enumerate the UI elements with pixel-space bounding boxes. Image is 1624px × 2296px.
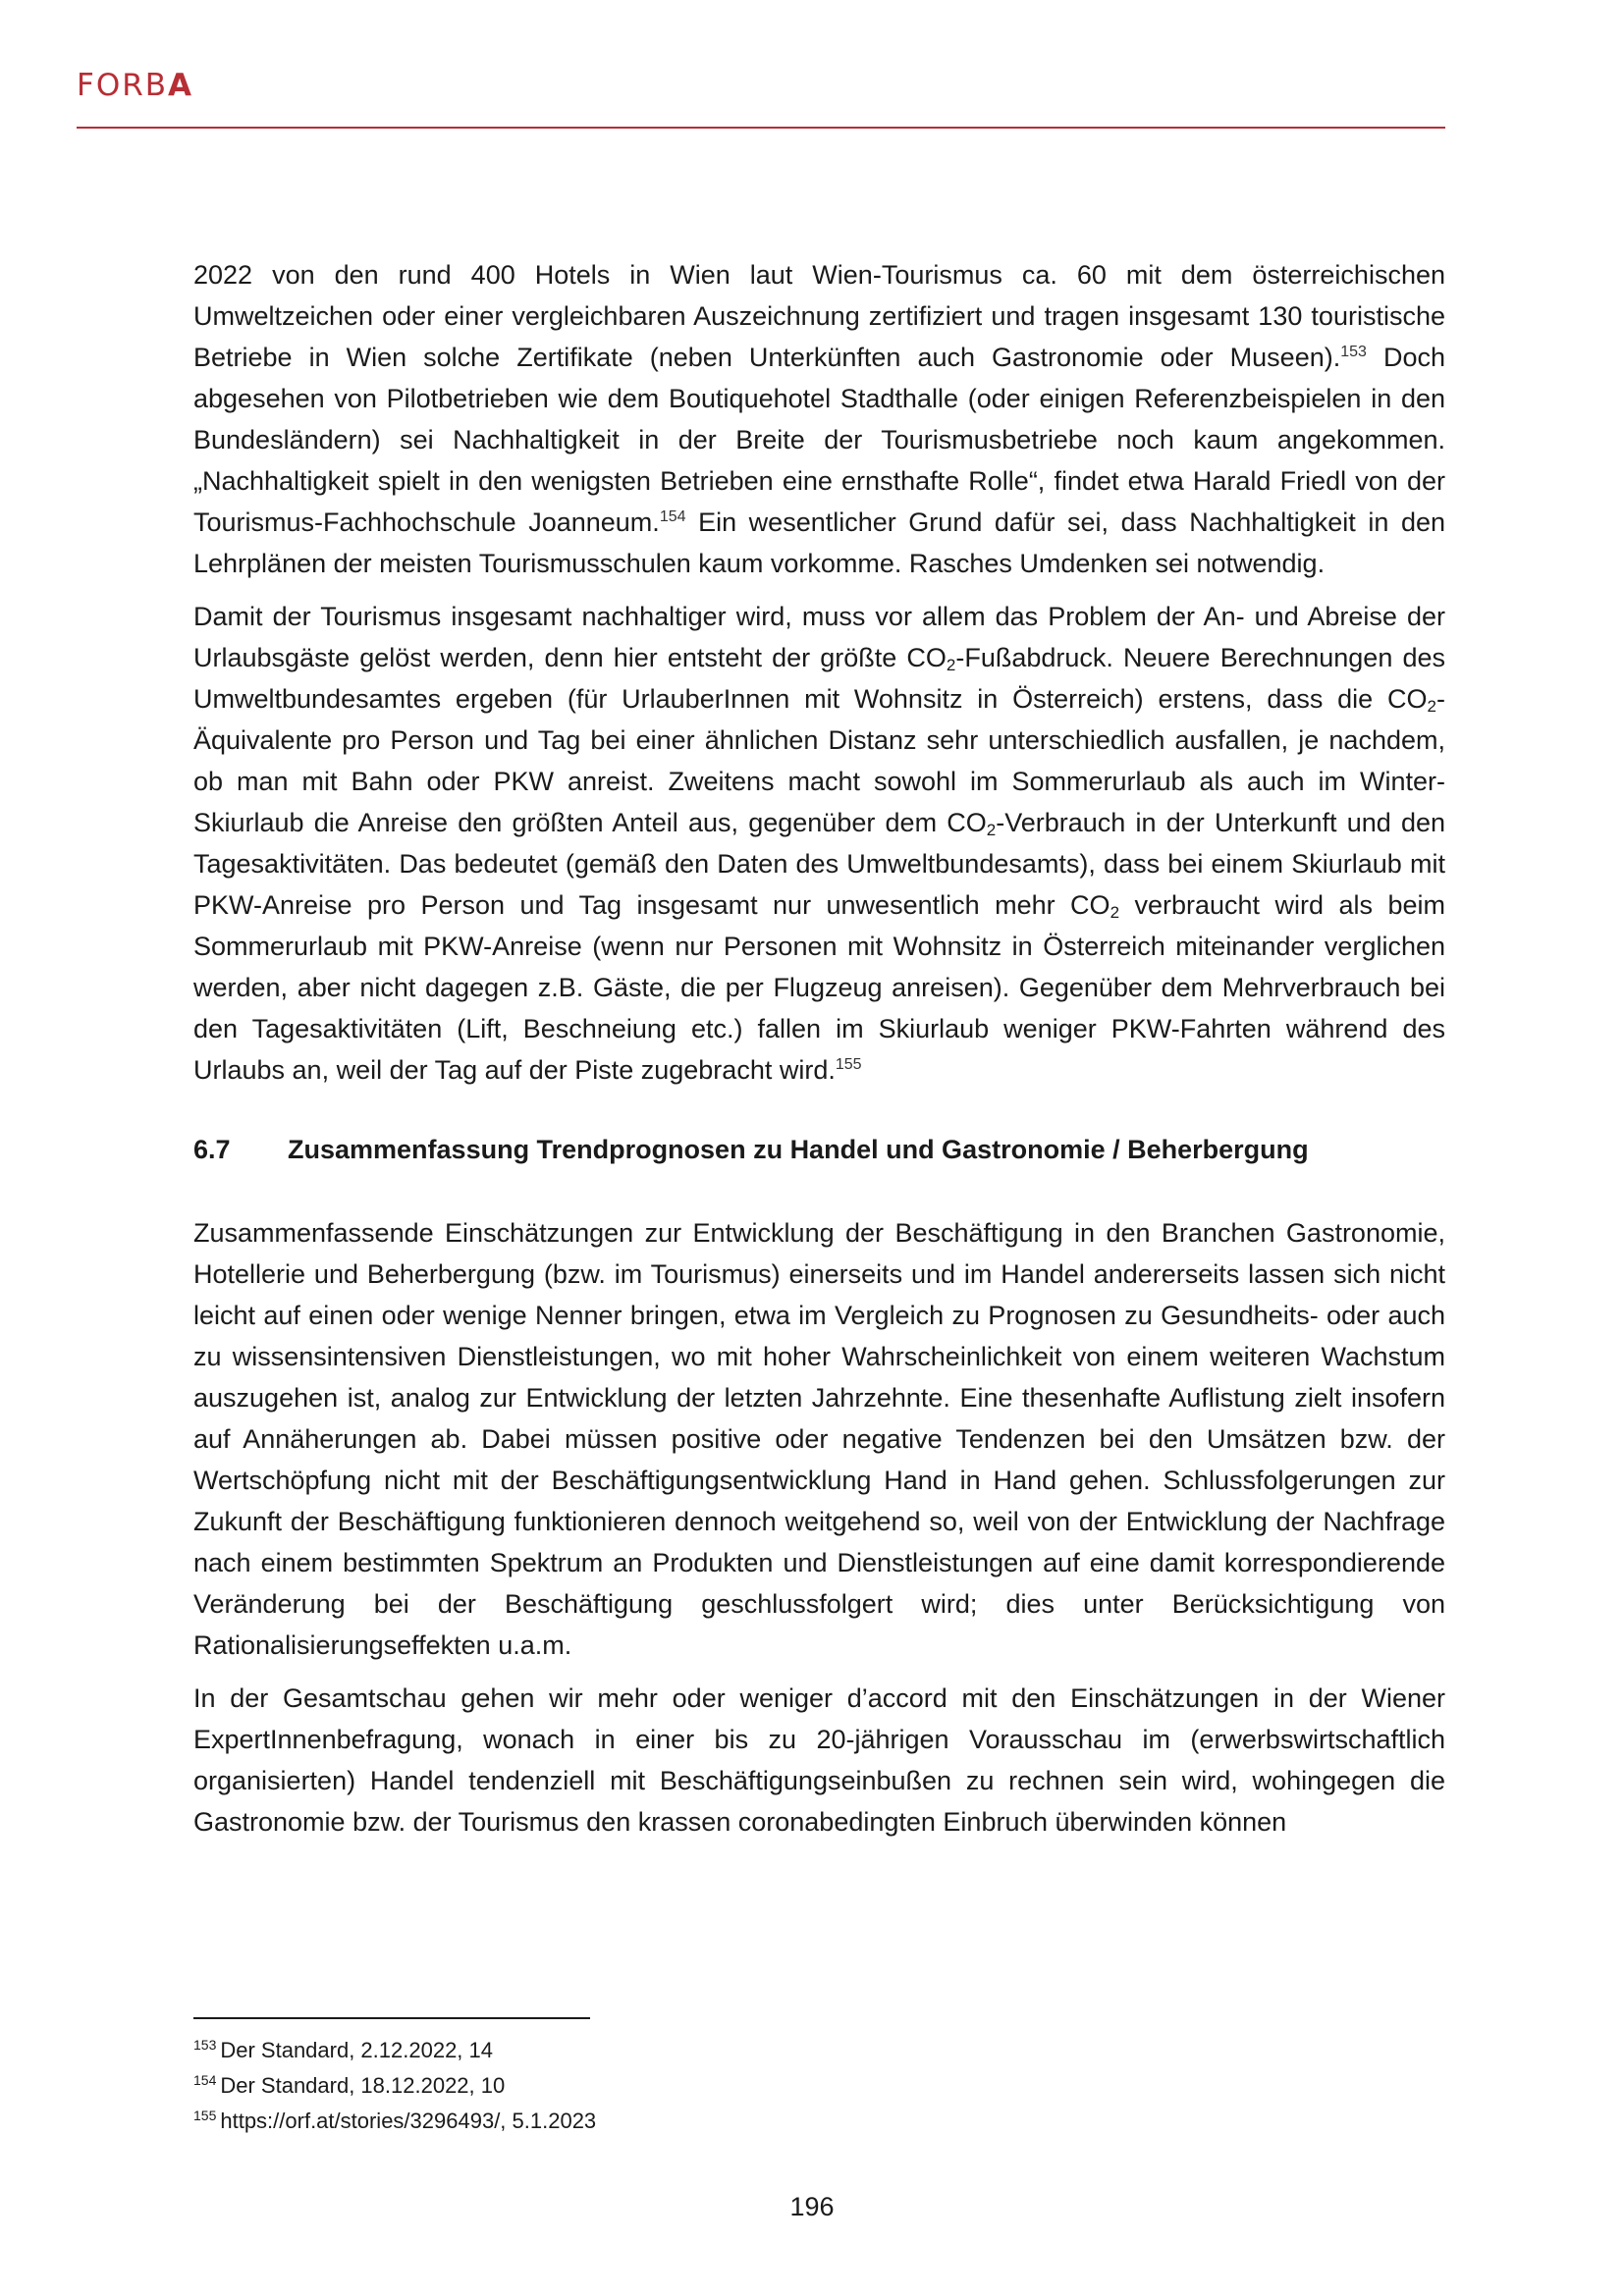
text-run: In der Gesamtschau gehen wir mehr oder weniger d’accord mit den Einschätzungen in der Wiener ExpertInnenbefragung, wonach in einer bis zu 20-jährigen Vorausschau im (erwerbswirtschaftlich organisierten) Handel tendenziell mit Beschäftigungseinbußen zu rechnen sein wird, wohingegen die Gastronomie bzw. der Tourismus den krassen coronabedingten Einbruch überwinden können [193,1683,1445,1837]
subscript: 2 [946,656,956,674]
footnote-text: Der Standard, 18.12.2022, 10 [220,2073,506,2098]
footnote-text: Der Standard, 2.12.2022, 14 [220,2038,494,2062]
text-run: 2022 von den rund 400 Hotels in Wien laut Wien-Tourismus ca. 60 mit dem österreichischen Umweltzeichen oder einer vergleichbaren Auszeichnung zertifiziert und tragen insgesamt 130 touristische Betriebe in Wien solche Zertifikate (neben Unterkünften auch Gastronomie oder Museen). [193,260,1445,372]
text-run: Doch abgesehen von Pilotbetrieben wie dem Boutiquehotel Stadthalle (oder einigen Referenzbeispielen in den Bundesländern) sei Nachhaltigkeit in der Breite der Tourismusbetriebe noch kaum angekommen. „Nachhaltigkeit spielt in den wenigsten Betrieben eine ernsthafte Rolle“, findet etwa Harald Friedl von der Tourismus-Fachhochschule Joanneum. [193,343,1445,537]
footnote-number: 153 [193,2037,217,2053]
footnote-number: 155 [193,2108,217,2123]
body-paragraph [193,1212,1445,1666]
footnote-ref: 155 [835,1056,862,1073]
section-heading [193,1130,1445,1169]
subscript: 2 [986,821,997,839]
subscript: 2 [1110,903,1120,922]
body-text-top [193,254,1445,1091]
text-run: -Verbrauch in der Unterkunft und den Tagesaktivitäten. Das bedeutet (gemäß den Daten des Umweltbundesamts), dass bei einem Skiurlaub mit PKW-Anreise pro Person und Tag insgesamt nur unwesentlich mehr CO [193,808,1445,920]
footnote-number: 154 [193,2072,217,2088]
forba-logo [77,68,194,103]
section-title: Zusammenfassung Trendprognosen zu Handel und Gastronomie / Beherbergung [288,1135,1309,1164]
footnote-divider [193,2017,590,2019]
footnote-ref: 154 [659,508,686,525]
logo-text-bold: A [168,68,194,103]
subscript: 2 [1427,697,1436,716]
footnote [193,2104,1175,2139]
body-paragraph [193,254,1445,584]
text-run: -Fußabdruck. Neuere Berechnungen des Umweltbundesamtes ergeben (für UrlauberInnen mit Wohnsitz in Österreich) erstens, dass die CO [193,643,1445,714]
section-number: 6.7 [193,1135,231,1164]
footnote-ref: 153 [1340,344,1367,360]
footnotes [193,2033,1175,2139]
page-number: 196 [789,2192,835,2221]
main-content [193,254,1445,1854]
footnote [193,2033,1175,2068]
header-divider [77,127,1445,129]
body-paragraph [193,1678,1445,1842]
text-run: - Äquivalente pro Person und Tag bei einer ähnlichen Distanz sehr unterschiedlich ausfallen, je nachdem, ob man mit Bahn oder PKW anreist. Zweitens macht sowohl im Sommerurlaub als auch im Winter-Skiurlaub die Anreise den größten Anteil aus, gegenüber dem CO [193,684,1445,837]
logo-text-regular: FORB [77,68,169,103]
text-run: Zusammenfassende Einschätzungen zur Entwicklung der Beschäftigung in den Branchen Gastronomie, Hotellerie und Beherbergung (bzw. im Tourismus) einerseits und im Handel andererseits lassen sich nicht leicht auf einen oder wenige Nenner bringen, etwa im Vergleich zu Prognosen zu Gesundheits- oder auch zu wissensintensiven Dienstleistungen, wo mit hoher Wahrscheinlichkeit von einem weiteren Wachstum auszugehen ist, analog zur Entwicklung der letzten Jahrzehnte. Eine thesenhafte Auflistung zielt insofern auf Annäherungen ab. Dabei müssen positive oder negative Tendenzen bei den Umsätzen bzw. der Wertschöpfung nicht mit der Beschäftigungsentwicklung Hand in Hand gehen. Schlussfolgerungen zur Zukunft der Beschäftigung funktionieren dennoch weitgehend so, weil von der Entwicklung der Nachfrage nach einem bestimmten Spektrum an Produkten und Dienstleistungen auf eine damit korrespondierende Veränderung bei der Beschäftigung geschlussfolgert wird; dies unter Berücksichtigung von Rationalisierungseffekten u.a.m. [193,1218,1445,1660]
body-paragraph [193,596,1445,1091]
text-run: Ein wesentlicher Grund dafür sei, dass Nachhaltigkeit in den Lehrplänen der meisten Tourismusschulen kaum vorkomme. Rasches Umdenken sei notwendig. [193,507,1445,578]
text-run: Damit der Tourismus insgesamt nachhaltiger wird, muss vor allem das Problem der An- und Abreise der Urlaubsgäste gelöst werden, denn hier entsteht der größte CO [193,602,1445,672]
footnote [193,2068,1175,2104]
text-run: verbraucht wird als beim Sommerurlaub mit PKW-Anreise (wenn nur Personen mit Wohnsitz in Österreich miteinander verglichen werden, aber nicht dagegen z.B. Gäste, die per Flugzeug anreisen). Gegenüber dem Mehrverbrauch bei den Tagesaktivitäten (Lift, Beschneiung etc.) fallen im Skiurlaub weniger PKW-Fahrten während des Urlaubs an, weil der Tag auf der Piste zugebracht wird. [193,890,1445,1085]
footnote-text: https://orf.at/stories/3296493/, 5.1.2023 [220,2109,597,2133]
body-text-bottom [193,1212,1445,1842]
